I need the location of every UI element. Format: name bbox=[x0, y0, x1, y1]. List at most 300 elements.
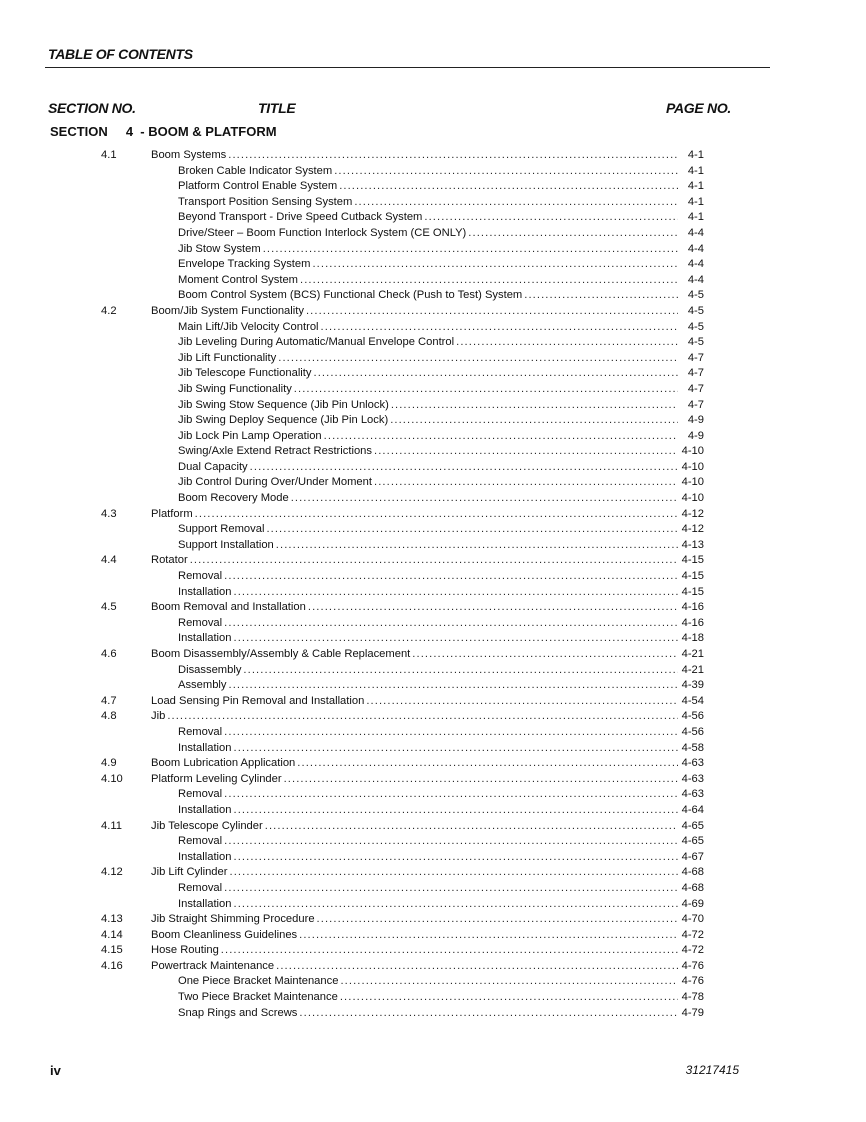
section-heading: SECTION 4 - BOOM & PLATFORM bbox=[50, 124, 277, 139]
toc-entry-title: Installation bbox=[178, 850, 232, 863]
dot-leader bbox=[312, 257, 678, 273]
toc-page-number: 4-15 bbox=[681, 585, 704, 598]
dot-leader bbox=[468, 226, 678, 242]
toc-row bbox=[0, 897, 866, 913]
dot-leader bbox=[321, 320, 678, 336]
toc-entry[interactable] bbox=[178, 569, 704, 585]
toc-entry[interactable] bbox=[151, 507, 704, 523]
dot-leader bbox=[456, 335, 678, 351]
toc-entry[interactable] bbox=[178, 413, 704, 429]
toc-page-number: 4-78 bbox=[681, 991, 704, 1004]
toc-page-number: 4-58 bbox=[681, 741, 704, 754]
toc-entry-title: Removal bbox=[178, 881, 223, 894]
toc-page-number: 4-21 bbox=[681, 663, 704, 676]
dot-leader bbox=[234, 585, 679, 601]
toc-entry-title: Jib Swing Deploy Sequence (Jib Pin Lock) bbox=[178, 414, 389, 427]
toc-page-number: 4-12 bbox=[681, 523, 704, 536]
dot-leader bbox=[234, 741, 679, 757]
toc-entry-title: Boom Cleanliness Guidelines bbox=[151, 928, 298, 941]
dot-leader bbox=[195, 507, 678, 523]
dot-leader bbox=[224, 569, 678, 585]
dot-leader bbox=[276, 959, 678, 975]
toc-entry-title: Removal bbox=[178, 835, 223, 848]
toc-entry-title: Jib bbox=[151, 710, 166, 723]
toc-entry[interactable] bbox=[178, 335, 704, 351]
toc-entry[interactable] bbox=[151, 943, 704, 959]
toc-entry[interactable] bbox=[151, 756, 704, 772]
page-title: TABLE OF CONTENTS bbox=[48, 46, 193, 62]
toc-entry-title: Load Sensing Pin Removal and Installation bbox=[151, 694, 365, 707]
dot-leader bbox=[284, 772, 678, 788]
toc-page-number: 4-15 bbox=[681, 570, 704, 583]
toc-page-number: 4-7 bbox=[687, 351, 704, 364]
dot-leader bbox=[167, 709, 678, 725]
toc-row bbox=[0, 943, 866, 959]
toc-page-number: 4-56 bbox=[681, 710, 704, 723]
toc-row bbox=[0, 881, 866, 897]
document-number: 31217415 bbox=[685, 1063, 739, 1077]
toc-row bbox=[0, 460, 866, 476]
toc-entry[interactable] bbox=[178, 242, 704, 258]
toc-row bbox=[0, 210, 866, 226]
dot-leader bbox=[224, 881, 678, 897]
toc-row bbox=[0, 803, 866, 819]
dot-leader bbox=[299, 1006, 678, 1022]
dot-leader bbox=[294, 382, 678, 398]
toc-entry[interactable] bbox=[151, 959, 704, 975]
toc-row bbox=[0, 226, 866, 242]
toc-entry-title: Platform bbox=[151, 507, 193, 520]
toc-entry-title: Boom Disassembly/Assembly & Cable Replacement bbox=[151, 648, 411, 660]
toc-section-number: 4.10 bbox=[101, 772, 123, 785]
toc-entry-title: Hose Routing bbox=[151, 944, 219, 957]
toc-page-number: 4-16 bbox=[681, 601, 704, 614]
toc-page-number: 4-4 bbox=[687, 273, 704, 286]
toc-row bbox=[0, 819, 866, 835]
toc-page-number: 4-64 bbox=[681, 803, 704, 816]
toc-row bbox=[0, 569, 866, 585]
dot-leader bbox=[291, 491, 678, 507]
dot-leader bbox=[250, 460, 678, 476]
toc-row bbox=[0, 834, 866, 850]
dot-leader bbox=[306, 304, 678, 320]
toc-entry[interactable] bbox=[178, 320, 704, 336]
toc-row bbox=[0, 741, 866, 757]
toc-section-number: 4.6 bbox=[101, 648, 117, 660]
dot-leader bbox=[266, 522, 678, 538]
toc-row bbox=[0, 366, 866, 382]
toc-section-number: 4.9 bbox=[101, 757, 117, 770]
toc-row bbox=[0, 398, 866, 414]
toc-row bbox=[0, 616, 866, 632]
toc-row bbox=[0, 959, 866, 975]
dot-leader bbox=[234, 803, 679, 819]
toc-section-number: 4.12 bbox=[101, 866, 123, 879]
toc-page-number: 4-10 bbox=[681, 492, 704, 505]
dot-leader bbox=[339, 179, 678, 195]
toc-entry[interactable] bbox=[151, 928, 704, 944]
toc-entry[interactable] bbox=[178, 226, 704, 242]
toc-row bbox=[0, 678, 866, 694]
toc-entry-title: Jib Swing Functionality bbox=[178, 382, 292, 395]
toc-page-number: 4-67 bbox=[681, 850, 704, 863]
toc-page-number: 4-69 bbox=[681, 897, 704, 910]
dot-leader bbox=[234, 631, 679, 647]
toc-page-number: 4-63 bbox=[681, 772, 704, 785]
toc-entry[interactable] bbox=[178, 164, 704, 180]
toc-section-number: 4.15 bbox=[101, 944, 123, 957]
toc-entry[interactable] bbox=[178, 585, 704, 601]
toc-page-number: 4-18 bbox=[681, 632, 704, 645]
toc-entry-title: Assembly bbox=[178, 679, 227, 692]
toc-entry-title: Removal bbox=[178, 570, 223, 583]
dot-leader bbox=[324, 429, 678, 445]
toc-row bbox=[0, 320, 866, 336]
toc-entry[interactable] bbox=[178, 663, 704, 679]
toc-row bbox=[0, 631, 866, 647]
toc-row bbox=[0, 912, 866, 928]
dot-leader bbox=[224, 834, 678, 850]
toc-entry-title: Boom Control System (BCS) Functional Check (Push to Test) System bbox=[178, 289, 523, 302]
toc-entry-title: Disassembly bbox=[178, 663, 242, 676]
toc-entry-title: Installation bbox=[178, 632, 232, 645]
column-header-page: PAGE NO. bbox=[666, 100, 732, 116]
toc-entry[interactable] bbox=[151, 865, 704, 881]
dot-leader bbox=[354, 195, 678, 211]
dot-leader bbox=[340, 974, 678, 990]
toc-row bbox=[0, 273, 866, 289]
dot-leader bbox=[308, 600, 678, 616]
toc-row bbox=[0, 413, 866, 429]
toc-entry-title: Boom Removal and Installation bbox=[151, 601, 306, 614]
toc-page-number: 4-68 bbox=[681, 881, 704, 894]
toc-page-number: 4-7 bbox=[687, 398, 704, 411]
toc-section-number: 4.3 bbox=[101, 507, 117, 520]
toc-entry[interactable] bbox=[178, 257, 704, 273]
toc-entry[interactable] bbox=[178, 382, 704, 398]
toc-row bbox=[0, 928, 866, 944]
toc-row bbox=[0, 242, 866, 258]
toc-row bbox=[0, 647, 866, 663]
toc-page-number: 4-5 bbox=[687, 289, 704, 302]
toc-row bbox=[0, 288, 866, 304]
toc-entry[interactable] bbox=[151, 647, 704, 663]
toc-entry-title: Boom Systems bbox=[151, 149, 227, 161]
toc-entry[interactable] bbox=[178, 475, 704, 491]
toc-entry-title: Jib Leveling During Automatic/Manual Envelope Control bbox=[178, 336, 455, 349]
column-header-title: TITLE bbox=[258, 100, 296, 116]
toc-row bbox=[0, 663, 866, 679]
dot-leader bbox=[224, 725, 678, 741]
toc-row bbox=[0, 694, 866, 710]
toc-page-number: 4-7 bbox=[687, 367, 704, 380]
toc-row bbox=[0, 865, 866, 881]
toc-row bbox=[0, 475, 866, 491]
toc-entry-title: Jib Stow System bbox=[178, 242, 261, 255]
toc-page-number: 4-65 bbox=[681, 835, 704, 848]
toc-entry[interactable] bbox=[178, 897, 704, 913]
toc-section-number: 4.13 bbox=[101, 913, 123, 926]
dot-leader bbox=[229, 678, 679, 694]
dot-leader bbox=[221, 943, 678, 959]
toc-row bbox=[0, 538, 866, 554]
toc-section-number: 4.5 bbox=[101, 601, 117, 614]
toc-page-number: 4-65 bbox=[681, 819, 704, 832]
toc-page-number: 4-10 bbox=[681, 460, 704, 473]
toc-row bbox=[0, 974, 866, 990]
toc-entry-title: Transport Position Sensing System bbox=[178, 195, 353, 208]
toc-row bbox=[0, 725, 866, 741]
toc-page-number: 4-39 bbox=[681, 679, 704, 692]
dot-leader bbox=[334, 164, 678, 180]
dot-leader bbox=[297, 756, 678, 772]
toc-entry[interactable] bbox=[178, 974, 704, 990]
toc-row bbox=[0, 491, 866, 507]
toc-entry-title: Main Lift/Jib Velocity Control bbox=[178, 320, 319, 333]
toc-page-number: 4-68 bbox=[681, 866, 704, 879]
toc-row bbox=[0, 850, 866, 866]
toc-entry-title: Removal bbox=[178, 725, 223, 738]
toc-row bbox=[0, 990, 866, 1006]
toc-row bbox=[0, 335, 866, 351]
toc-page-number: 4-63 bbox=[681, 757, 704, 770]
toc-page-number: 4-9 bbox=[687, 414, 704, 427]
toc-page-number: 4-4 bbox=[687, 242, 704, 255]
header-divider bbox=[45, 67, 770, 68]
toc-row bbox=[0, 257, 866, 273]
toc-page-number: 4-79 bbox=[681, 1006, 704, 1019]
toc-entry-title: Installation bbox=[178, 803, 232, 816]
toc-entry[interactable] bbox=[178, 366, 704, 382]
dot-leader bbox=[524, 288, 678, 304]
toc-entry[interactable] bbox=[178, 179, 704, 195]
dot-leader bbox=[374, 444, 678, 460]
toc-page-number: 4-5 bbox=[687, 320, 704, 333]
toc-entry[interactable] bbox=[178, 522, 704, 538]
toc-row bbox=[0, 148, 866, 164]
dot-leader bbox=[314, 366, 679, 382]
dot-leader bbox=[265, 819, 678, 835]
toc-page-number: 4-12 bbox=[681, 507, 704, 520]
toc-entry[interactable] bbox=[151, 694, 704, 710]
toc-page-number: 4-7 bbox=[687, 382, 704, 395]
toc-entry[interactable] bbox=[178, 741, 704, 757]
toc-entry[interactable] bbox=[151, 819, 704, 835]
toc-entry[interactable] bbox=[151, 912, 704, 928]
toc-entry-title: Jib Straight Shimming Procedure bbox=[151, 913, 315, 926]
toc-entry-title: Boom Lubrication Application bbox=[151, 757, 296, 770]
toc-entry[interactable] bbox=[178, 631, 704, 647]
toc-entry[interactable] bbox=[178, 538, 704, 554]
dot-leader bbox=[224, 787, 678, 803]
toc-entry-title: Jib Control During Over/Under Moment bbox=[178, 476, 372, 489]
toc-entry[interactable] bbox=[178, 273, 704, 289]
toc-row bbox=[0, 585, 866, 601]
toc-page-number: 4-4 bbox=[687, 258, 704, 271]
toc-entry-title: Jib Lock Pin Lamp Operation bbox=[178, 429, 322, 442]
page-number: iv bbox=[50, 1063, 61, 1078]
toc-row bbox=[0, 522, 866, 538]
dot-leader bbox=[234, 897, 679, 913]
toc-entry-title: One Piece Bracket Maintenance bbox=[178, 975, 339, 988]
toc-entry[interactable] bbox=[151, 600, 704, 616]
toc-entry[interactable] bbox=[151, 772, 704, 788]
toc-row bbox=[0, 382, 866, 398]
toc-entry[interactable] bbox=[178, 725, 704, 741]
dot-leader bbox=[412, 647, 678, 663]
toc-page-number: 4-10 bbox=[681, 445, 704, 458]
toc-entry-title: Jib Lift Functionality bbox=[178, 351, 277, 364]
dot-leader bbox=[228, 148, 678, 164]
toc-entry-title: Snap Rings and Screws bbox=[178, 1006, 298, 1019]
toc-entry-title: Rotator bbox=[151, 554, 188, 567]
toc-page-number: 4-63 bbox=[681, 788, 704, 801]
toc-page-number: 4-72 bbox=[681, 944, 704, 957]
toc-page-number: 4-1 bbox=[687, 164, 704, 177]
dot-leader bbox=[340, 990, 678, 1006]
toc-entry-title: Moment Control System bbox=[178, 273, 298, 286]
toc-row bbox=[0, 444, 866, 460]
toc-entry-title: Support Installation bbox=[178, 538, 274, 551]
toc-entry[interactable] bbox=[178, 491, 704, 507]
toc-section-number: 4.14 bbox=[101, 928, 123, 941]
toc-entry[interactable] bbox=[178, 429, 704, 445]
toc-page-number: 4-56 bbox=[681, 725, 704, 738]
toc-section-number: 4.2 bbox=[101, 304, 117, 317]
toc-entry[interactable] bbox=[151, 148, 704, 164]
toc-entry-title: Beyond Transport - Drive Speed Cutback System bbox=[178, 211, 423, 224]
dot-leader bbox=[299, 928, 678, 944]
toc-entry[interactable] bbox=[178, 881, 704, 897]
toc-entry[interactable] bbox=[178, 195, 704, 211]
toc-entry-title: Dual Capacity bbox=[178, 460, 248, 473]
toc-entry[interactable] bbox=[178, 398, 704, 414]
toc-entry[interactable] bbox=[178, 834, 704, 850]
toc-row bbox=[0, 304, 866, 320]
toc-entry-title: Installation bbox=[178, 897, 232, 910]
toc-row bbox=[0, 553, 866, 569]
dot-leader bbox=[276, 538, 678, 554]
toc-section-number: 4.4 bbox=[101, 554, 117, 567]
toc-row bbox=[0, 507, 866, 523]
toc-page-number: 4-76 bbox=[681, 959, 704, 972]
toc-row bbox=[0, 772, 866, 788]
dot-leader bbox=[234, 850, 679, 866]
toc-page-number: 4-1 bbox=[687, 180, 704, 193]
toc-entry[interactable] bbox=[151, 709, 704, 725]
toc-entry[interactable] bbox=[178, 351, 704, 367]
toc-entry-title: Jib Telescope Cylinder bbox=[151, 819, 263, 832]
toc-page-number: 4-1 bbox=[687, 211, 704, 224]
toc-entry[interactable] bbox=[151, 304, 704, 320]
toc-entry[interactable] bbox=[178, 460, 704, 476]
toc-section-number: 4.7 bbox=[101, 694, 117, 707]
toc-page-number: 4-72 bbox=[681, 928, 704, 941]
dot-leader bbox=[300, 273, 678, 289]
toc-entry[interactable] bbox=[178, 210, 704, 226]
toc-page-number: 4-13 bbox=[681, 538, 704, 551]
toc-entry-title: Support Removal bbox=[178, 523, 265, 536]
toc-page-number: 4-5 bbox=[687, 336, 704, 349]
toc-entry-title: Powertrack Maintenance bbox=[151, 959, 275, 972]
toc-entry-title: Removal bbox=[178, 788, 223, 801]
toc-entry[interactable] bbox=[178, 990, 704, 1006]
toc-section-number: 4.8 bbox=[101, 710, 117, 723]
toc-entry[interactable] bbox=[151, 553, 704, 569]
dot-leader bbox=[391, 398, 678, 414]
toc-row bbox=[0, 756, 866, 772]
toc-list bbox=[0, 148, 866, 1021]
toc-row bbox=[0, 195, 866, 211]
toc-page-number: 4-5 bbox=[687, 304, 704, 317]
toc-row bbox=[0, 164, 866, 180]
toc-section-number: 4.1 bbox=[101, 149, 117, 161]
toc-entry-title: Jib Swing Stow Sequence (Jib Pin Unlock) bbox=[178, 398, 389, 411]
dot-leader bbox=[366, 694, 678, 710]
toc-entry[interactable] bbox=[178, 678, 704, 694]
toc-row bbox=[0, 429, 866, 445]
toc-page-number: 4-10 bbox=[681, 476, 704, 489]
toc-entry-title: Jib Telescope Functionality bbox=[178, 367, 312, 380]
dot-leader bbox=[263, 242, 678, 258]
toc-page-number: 4-9 bbox=[687, 429, 704, 442]
toc-entry[interactable] bbox=[178, 288, 704, 304]
toc-page-number: 4-1 bbox=[687, 195, 704, 208]
toc-entry-title: Installation bbox=[178, 585, 232, 598]
toc-entry[interactable] bbox=[178, 616, 704, 632]
toc-entry[interactable] bbox=[178, 444, 704, 460]
toc-entry-title: Boom Recovery Mode bbox=[178, 492, 289, 505]
toc-page-number: 4-76 bbox=[681, 975, 704, 988]
toc-section-number: 4.11 bbox=[101, 819, 122, 832]
toc-row bbox=[0, 600, 866, 616]
dot-leader bbox=[224, 616, 678, 632]
toc-page-number: 4-21 bbox=[681, 648, 704, 660]
toc-entry-title: Removal bbox=[178, 616, 223, 629]
toc-entry[interactable] bbox=[178, 1006, 704, 1022]
dot-leader bbox=[229, 865, 678, 881]
toc-entry[interactable] bbox=[178, 803, 704, 819]
toc-entry-title: Drive/Steer – Boom Function Interlock System (CE ONLY) bbox=[178, 226, 467, 239]
toc-row bbox=[0, 351, 866, 367]
toc-row bbox=[0, 787, 866, 803]
toc-page-number: 4-54 bbox=[681, 694, 704, 707]
toc-entry[interactable] bbox=[178, 850, 704, 866]
column-header-section: SECTION NO. bbox=[48, 100, 136, 116]
toc-entry-title: Boom/Jib System Functionality bbox=[151, 304, 304, 317]
toc-entry-title: Envelope Tracking System bbox=[178, 258, 311, 271]
toc-entry-title: Installation bbox=[178, 741, 232, 754]
toc-page-number: 4-15 bbox=[681, 554, 704, 567]
toc-entry-title: Two Piece Bracket Maintenance bbox=[178, 991, 338, 1004]
toc-row bbox=[0, 709, 866, 725]
toc-entry-title: Broken Cable Indicator System bbox=[178, 164, 333, 177]
toc-entry-title: Jib Lift Cylinder bbox=[151, 866, 228, 879]
toc-row bbox=[0, 1006, 866, 1022]
toc-page-number: 4-4 bbox=[687, 226, 704, 239]
toc-page-number: 4-16 bbox=[681, 616, 704, 629]
dot-leader bbox=[317, 912, 678, 928]
toc-page-number: 4-1 bbox=[687, 149, 704, 161]
dot-leader bbox=[424, 210, 678, 226]
toc-page-number: 4-70 bbox=[681, 913, 704, 926]
toc-entry[interactable] bbox=[178, 787, 704, 803]
toc-entry-title: Platform Control Enable System bbox=[178, 180, 338, 193]
toc-section-number: 4.16 bbox=[101, 959, 123, 972]
dot-leader bbox=[190, 553, 678, 569]
dot-leader bbox=[390, 413, 678, 429]
toc-entry-title: Swing/Axle Extend Retract Restrictions bbox=[178, 445, 372, 458]
